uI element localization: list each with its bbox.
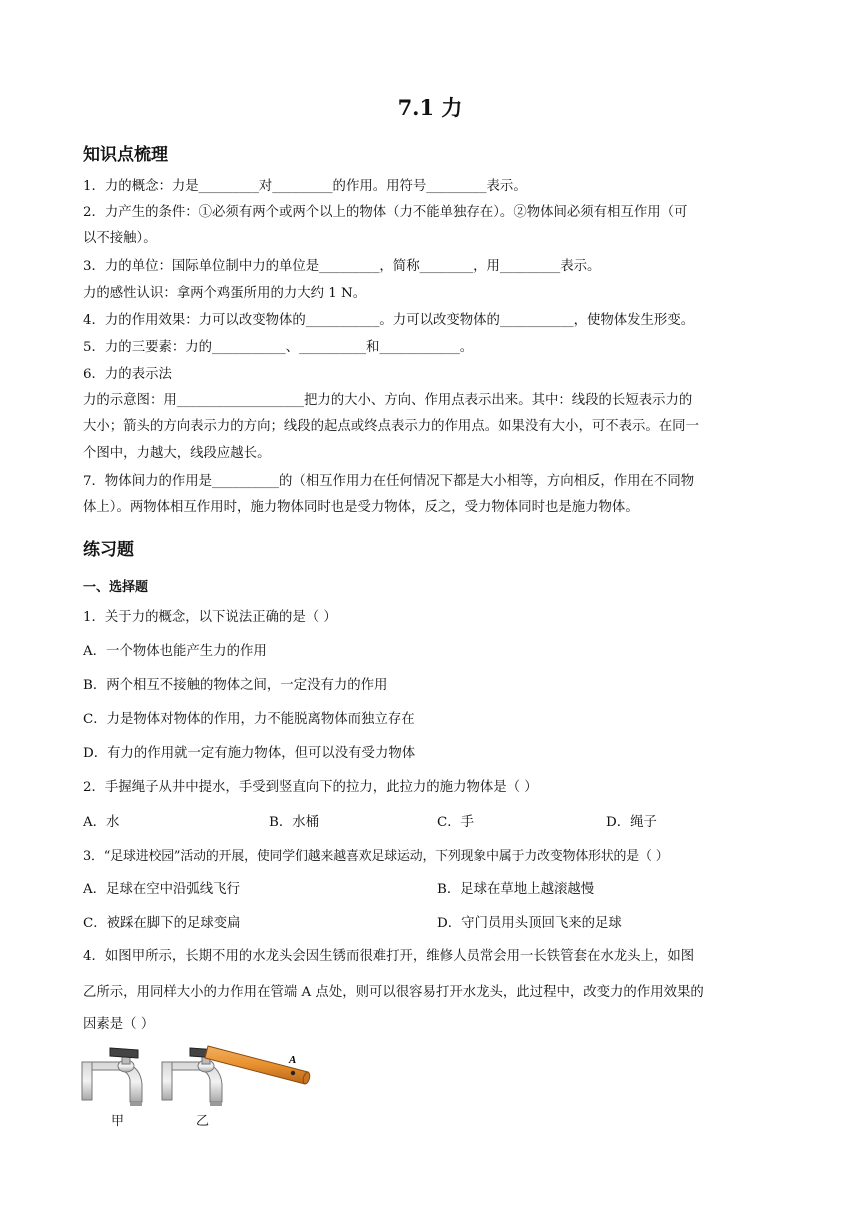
knowledge-line: 大小；箭头的方向表示力的方向；线段的起点或终点表示力的作用点。如果没有大小，可不表示。在同一: [83, 419, 699, 434]
knowledge-line: 5．力的三要素：力的___________、__________和____________。: [83, 340, 474, 355]
knowledge-line: 3．力的单位：国际单位制中力的单位是_________，简称________，用_________表示。: [83, 259, 601, 274]
option-b: B．足球在草地上越滚越慢: [437, 882, 595, 897]
practice-heading: 练习题: [83, 540, 134, 560]
question-stem: 乙所示，用同样大小的力作用在管端 A 点处，则可以很容易打开水龙头，此过程中，改变力的作用效果的: [83, 985, 704, 1000]
knowledge-line: 4．力的作用效果：力可以改变物体的___________。力可以改变物体的___________，使物体发生形变。: [83, 313, 695, 328]
page-title: 7.1 力: [397, 95, 463, 120]
question-stem: 1．关于力的概念，以下说法正确的是（ ）: [83, 610, 337, 625]
option-d: D．绳子: [606, 815, 657, 830]
option-a: A．水: [83, 815, 120, 830]
knowledge-line: 力的感性认识：拿两个鸡蛋所用的力大约 1 N。: [83, 286, 367, 301]
question-stem: 4．如图甲所示，长期不用的水龙头会因生锈而很难打开，维修人员常会用一长铁管套在水龙头上，如图: [83, 949, 695, 964]
knowledge-line: 7．物体间力的作用是__________的（相互作用力在任何情况下都是大小相等，方向相反，作用在不同物: [83, 474, 695, 489]
summary-heading: 知识点梳理: [83, 145, 168, 165]
knowledge-line: 力的示意图：用___________________把力的大小、方向、作用点表示出来。其中：线段的长短表示力的: [83, 393, 693, 408]
knowledge-line: 1．力的概念：力是_________对_________的作用。用符号_________表示。: [83, 179, 527, 194]
faucet-yi: [162, 1046, 311, 1106]
faucet-jia: [82, 1048, 142, 1106]
option-d: D．守门员用头顶回飞来的足球: [437, 916, 622, 931]
point-a-label: A: [289, 1054, 297, 1066]
faucet-figure: [80, 1040, 320, 1145]
point-a-dot: [291, 1071, 295, 1075]
knowledge-line: 6．力的表示法: [83, 367, 172, 382]
question-stem: 3．“足球进校园”活动的开展，使同学们越来越喜欢足球运动，下列现象中属于力改变物体形状的是（ ）: [83, 849, 669, 864]
knowledge-line: 个图中，力越大，线段应越长。: [83, 446, 271, 461]
option-b: B．水桶: [269, 815, 320, 830]
option-c: C．被踩在脚下的足球变扁: [83, 916, 241, 931]
option-c: C．手: [437, 815, 475, 830]
question-stem: 2．手握绳子从井中提水，手受到竖直向下的拉力，此拉力的施力物体是（ ）: [83, 780, 538, 795]
option-b: B．两个相互不接触的物体之间，一定没有力的作用: [83, 678, 388, 693]
choice-heading: 一、选择题: [83, 580, 149, 595]
option-a: A．足球在空中沿弧线飞行: [83, 882, 240, 897]
knowledge-line: 2．力产生的条件：①必须有两个或两个以上的物体（力不能单独存在）。②物体间必须有相互作用（可: [83, 205, 688, 220]
option-c: C．力是物体对物体的作用，力不能脱离物体而独立存在: [83, 712, 415, 727]
question-stem: 因素是（ ）: [83, 1017, 155, 1032]
faucet-illustration: [80, 1040, 320, 1145]
caption-jia: 甲: [111, 1114, 125, 1129]
caption-yi: 乙: [196, 1114, 210, 1129]
knowledge-line: 以不接触）。: [83, 231, 157, 246]
knowledge-line: 体上）。两物体相互作用时，施力物体同时也是受力物体，反之，受力物体同时也是施力物体。: [83, 500, 639, 515]
option-d: D．有力的作用就一定有施力物体，但可以没有受力物体: [83, 746, 416, 761]
option-a: A．一个物体也能产生力的作用: [83, 644, 267, 659]
